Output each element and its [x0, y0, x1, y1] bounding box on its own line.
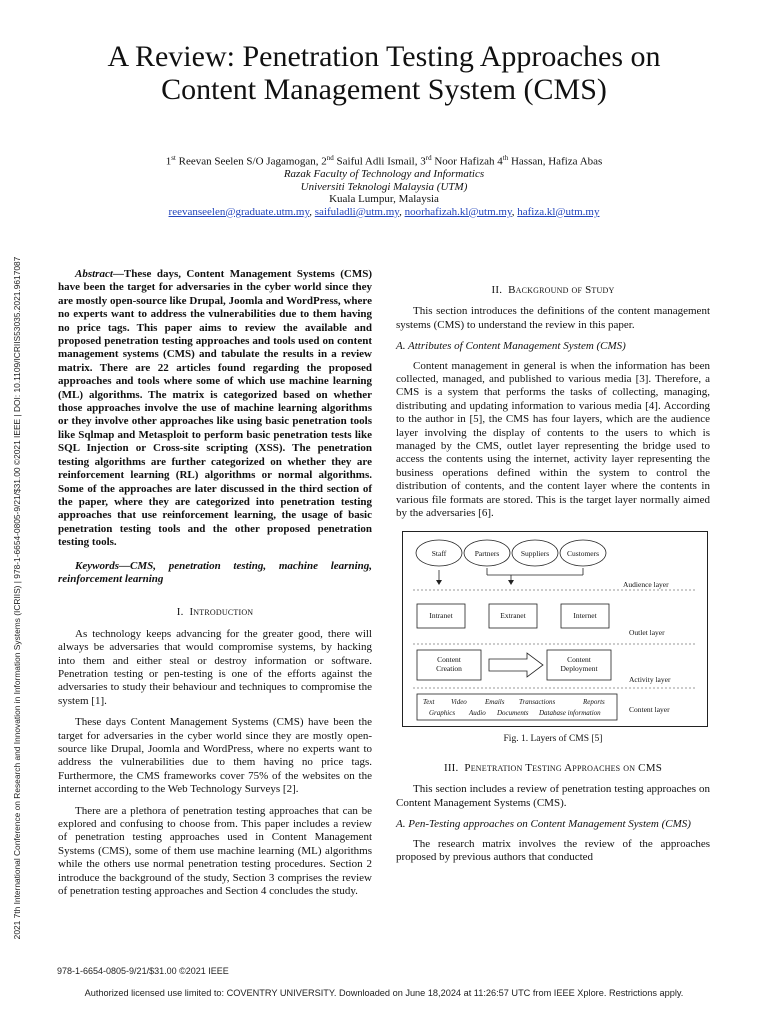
author-names: 1st Reevan Seelen S/O Jagamogan, 2nd Saiful Adli Ismail, 3rd Noor Hafizah 4th Hassan, Hafiza Abas — [165, 154, 603, 168]
email-link[interactable]: noorhafizah.kl@utm.my — [404, 205, 512, 218]
content-documents: Documents — [497, 708, 529, 717]
audience-staff: Staff — [431, 548, 447, 558]
figure-caption: Fig. 1. Layers of CMS [5] — [503, 733, 603, 744]
content-audio: Audio — [469, 708, 486, 717]
email-link[interactable]: saifuladli@utm.my — [314, 205, 400, 218]
section-heading-introduction: I. Introduction — [176, 606, 254, 619]
outlet-intranet: Intranet — [429, 610, 453, 620]
outlet-internet: Internet — [573, 610, 597, 620]
email-link[interactable]: reevanseelen@graduate.utm.my — [168, 205, 310, 218]
content-transactions: Transactions — [519, 697, 556, 706]
abstract — [58, 268, 372, 550]
outlet-extranet: Extranet — [500, 610, 526, 620]
audience-suppliers: Suppliers — [520, 548, 550, 558]
abstract-text: —These days, Content Management Systems (CMS) have been the target for adversaries in the cyber world since they are mostly open-source like Drupal, Joomla and WordPress, where no experts want to address the vulnerabilities due to them having no price tags. This paper aims to review the available and proposed penetration testing approaches and tools used on content management systems (CMS) and tabulate the results in a review matrix. There are 22 articles found regarding the proposed approaches and tools where some of which use machine learning (ML) algorithms. The matrix is categorized based on whether those approaches involve the use of machine learning algorithms or they involve other approaches like using basic penetration tools like Sqlmap and Metasploit to perform basic penetration tests like SQL Injection or Cross-site scripting (XSS). The penetration testing algorithms are further categorized on whether they are reinforcement learning (RL) algorithms or normal algorithms. Some of the approaches are later discussed in the third section of the paper, where they are categorized into penetration testing approaches that use reinforcement learning, the usage of basic penetration testing tools and the other proposed penetration testing tools. — [58, 268, 372, 549]
author-emails: reevanseelen@graduate.utm.my, saifuladli@utm.my, noorhafizah.kl@utm.my, hafiza.kl@utm.my — [168, 205, 600, 218]
author-faculty: Razak Faculty of Technology and Informatics — [283, 168, 485, 181]
layer-label-activity: Activity layer — [629, 674, 671, 684]
intro-paragraph: There are a plethora of penetration testing approaches that can be explored and confusing to choose from. This paper includes a review of penetration testing approaches used in Content Management Systems (CMS), some of them use machine learning (ML) algorithms while the others use normal penetration testing procedures. Section 2 introduce the background of the study, Section 3 comprises the review of penetration testing approaches and Section 4 concludes the study. — [58, 804, 372, 898]
content-emails: Emails — [485, 697, 505, 706]
section-heading-background: II. Background of Study — [491, 284, 615, 296]
intro-paragraph: These days Content Management Systems (CMS) have been the target for adversaries in the cyber world since they are mostly open-source like Drupal, Joomla and WordPress, where no experts want to address the vulnerabilities due to them having no price tags. Furthermore, the CMS frameworks cover 75% of the websites on the internet according to the Web Technology Surveys [2]. — [58, 716, 372, 796]
subsection-heading-pentesting: A. Pen-Testing approaches on Content Management System (CMS) — [396, 818, 691, 831]
section-heading-pentest: III. Penetration Testing Approaches on CMS — [443, 761, 663, 774]
activity-creation-l2: Creation — [436, 663, 462, 673]
left-column — [58, 268, 372, 906]
audience-partners: Partners — [474, 548, 500, 558]
activity-creation-l1: Content — [437, 654, 461, 664]
right-column — [396, 278, 710, 872]
attributes-paragraph: Content management in general is when the information has been collected, managed, and published to various media [3]. Therefore, a CMS is a system that performs the tasks of collecting, managing, distributing and updating information to various media [4]. According to the author in [5], the CMS has four layers, which are the audience layer involving the display of contents to the users to which is managed by the CMS, outlet layer representing the bridge used to access the contents using the internet, activity layer representing the business operations defined within the system to control the distribution of contents, and the content layer where the contents in various file formats are stored. This is the target layer normally aimed by the adversaries [6]. — [396, 359, 710, 520]
cms-layers-figure — [402, 531, 708, 727]
cms-layers-diagram — [403, 532, 707, 726]
author-block — [84, 152, 684, 218]
activity-deployment-l1: Content — [567, 654, 591, 664]
content-reports: Reports — [583, 697, 605, 706]
pentest-paragraph: This section includes a review of penetration testing approaches on Content Management Systems (CMS). — [396, 783, 710, 809]
content-video: Video — [451, 697, 467, 706]
abstract-lead: Abstract — [75, 268, 113, 280]
content-database: Database information — [539, 708, 601, 717]
audience-customers: Customers — [566, 548, 600, 558]
conference-sidebar — [9, 230, 25, 965]
intro-paragraph: As technology keeps advancing for the greater good, there will always be adversaries that would compromise systems, by hacking into them and either steal or destroy information or software. Penetration testing or pen-testing is one of the efforts against the adversaries to study their behaviour and techniques to compromise the system [1]. — [58, 627, 372, 707]
title-line-1: A Review: Penetration Testing Approaches on — [107, 40, 661, 73]
layer-label-audience: Audience layer — [623, 579, 669, 589]
matrix-paragraph: The research matrix involves the review of the approaches proposed by previous authors that conducted — [396, 837, 710, 863]
email-link[interactable]: hafiza.kl@utm.my — [517, 205, 600, 218]
author-location: Kuala Lumpur, Malaysia — [329, 193, 439, 206]
activity-deployment-l2: Deployment — [560, 663, 598, 673]
conference-sidebar-text: 2021 7th International Conference on Research and Innovation in Information Systems (ICRIIS) | 978-1-6654-0805-9/21/$31.00 ©2021 IEEE | DOI: 10.1109/ICRIIS53035.2021.9617087 — [12, 256, 22, 939]
keywords: Keywords—CMS, penetration testing, machine learning, reinforcement learning — [58, 559, 372, 585]
title-line-2: Content Management System (CMS) — [161, 73, 607, 106]
subsection-heading-attributes: A. Attributes of Content Management System (CMS) — [396, 340, 626, 353]
content-graphics: Graphics — [429, 708, 456, 717]
layer-label-outlet: Outlet layer — [629, 627, 665, 637]
licence-notice: Authorized licensed use limited to: COVENTRY UNIVERSITY. Downloaded on June 18,2024 at 11:26:57 UTC from IEEE Xplore. Restrictions apply. — [84, 988, 684, 998]
background-paragraph: This section introduces the definitions of the content management systems (CMS) to understand the review in this paper. — [396, 305, 710, 331]
content-text: Text — [423, 697, 435, 706]
layer-label-content: Content layer — [629, 704, 670, 714]
author-university: Universiti Teknologi Malaysia (UTM) — [300, 180, 468, 193]
page-footer: 978-1-6654-0805-9/21/$31.00 ©2021 IEEE — [57, 966, 229, 976]
paper-title — [40, 40, 728, 106]
